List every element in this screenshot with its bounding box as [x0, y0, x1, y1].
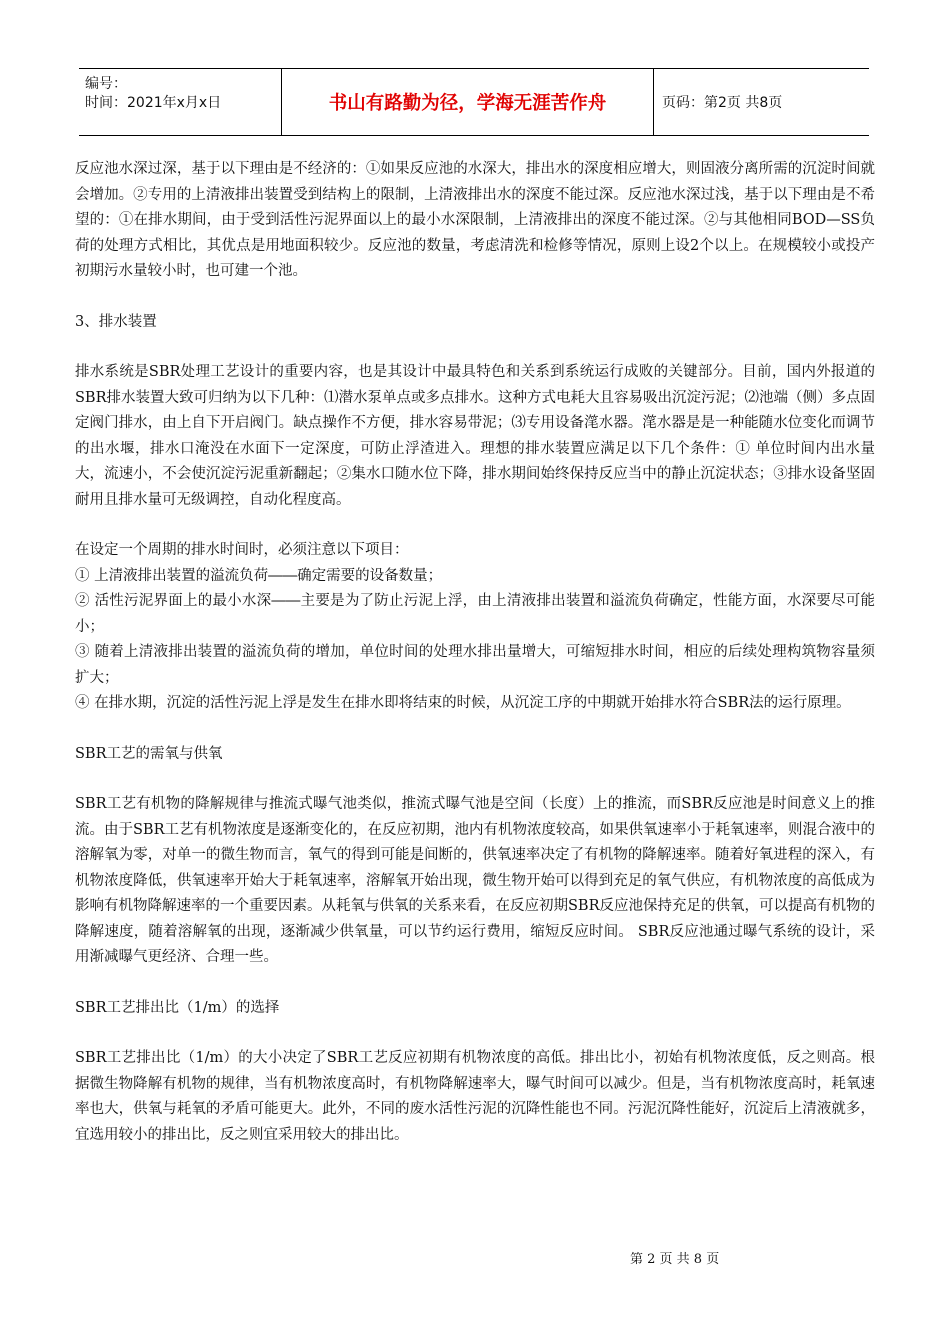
time-label: 时间：2021年x月x日 [85, 95, 222, 111]
paragraph-drainage-time-intro: 在设定一个周期的排水时间时，必须注意以下项目： [75, 542, 409, 558]
header-page-label: 页码：第2页 共8页 [662, 95, 783, 111]
paragraph-discharge-ratio: SBR工艺排出比（1/m）的大小决定了SBR工艺反应初期有机物浓度的高低。排出比小，初始有机物浓度低，反之则高。根据微生物降解有机物的规律，当有机物浓度高时，有机物降解速率大，曝气时间可以减少。但是，当有机物浓度高时，耗氧速率也大，供氧与耗氧的矛盾可能更大。此外，不同的废水活性污泥的沉降性能也不同。污泥沉降性能好，沉淀后上清液就多，宜选用较小的排出比，反之则宜采用较大的排出比。 [75, 1050, 875, 1143]
header-meta [79, 69, 282, 135]
paragraph-drainage-system: 排水系统是SBR处理工艺设计的重要内容，也是其设计中最具特色和关系到系统运行成败的关键部分。目前，国内外报道的SBR排水装置大致可归纳为以下几种：⑴潜水泵单点或多点排水。这种方式电耗大且容易吸出沉淀污泥；⑵池端（侧）多点固定阀门排水，由上自下开启阀门。缺点操作不方便，排水容易带泥；⑶专用设备滗水器。滗水器是是一种能随水位变化而调节的出水堰，排水口淹没在水面下一定深度，可防止浮渣进入。理想的排水装置应满足以下几个条件：① 单位时间内出水量大，流速小，不会使沉淀污泥重新翻起；②集水口随水位下降，排水期间始终保持反应当中的静止沉淀状态；③排水设备坚固耐用且排水量可无级调控，自动化程度高。 [75, 364, 876, 508]
section-heading-discharge-ratio: SBR工艺排出比（1/m）的选择 [75, 999, 280, 1016]
list-item-2: ② 活性污泥界面上的最小水深――主要是为了防止污泥上浮，由上清液排出装置和溢流负荷确定，性能方面，水深要尽可能小； [75, 593, 875, 635]
section-heading-drainage: 3、排水装置 [75, 313, 157, 330]
list-item-1: ① 上清液排出装置的溢流负荷――确定需要的设备数量； [75, 567, 443, 584]
document-body [75, 157, 875, 1148]
paragraph-pool-depth: 反应池水深过深，基于以下理由是不经济的：①如果反应池的水深大，排出水的深度相应增大，则固液分离所需的沉淀时间就会增加。②专用的上清液排出装置受到结构上的限制，上清液排出水的深度不能过深。反应池水深过浅，基于以下理由是不希望的：①在排水期间，由于受到活性污泥界面以上的最小水深限制，上清液排出的深度不能过深。②与其他相同BOD—SS负荷的处理方式相比，其优点是用地面积较少。反应池的数量，考虑清洗和检修等情况，原则上设2个以上。在规模较小或投产初期污水量较小时，也可建一个池。 [75, 161, 875, 279]
page-footer: 第 2 页 共 8 页 [630, 1252, 720, 1267]
list-item-3: ③ 随着上清液排出装置的溢流负荷的增加，单位时间的处理水排出量增大，可缩短排水时间，相应的后续处理构筑物容量须扩大； [75, 644, 875, 686]
section-heading-oxygen: SBR工艺的需氧与供氧 [75, 745, 223, 762]
paragraph-oxygen: SBR工艺有机物的降解规律与推流式曝气池类似，推流式曝气池是空间（长度）上的推流，而SBR反应池是时间意义上的推流。由于SBR工艺有机物浓度是逐渐变化的，在反应初期，池内有机物浓度较高，如果供氧速率小于耗氧速率，则混合液中的溶解氧为零，对单一的微生物而言，氧气的得到可能是间断的，供氧速率决定了有机物的降解速率。随着好氧进程的深入，有机物浓度降低，供氧速率开始大于耗氧速率，溶解氧开始出现，微生物开始可以得到充足的氧气供应，有机物浓度的高低成为影响有机物降解速率的一个重要因素。从耗氧与供氧的关系来看，在反应初期SBR反应池保持充足的供氧，可以提高有机物的降解速度，随着溶解氧的出现，逐渐减少供氧量，可以节约运行费用，缩短反应时间。 SBR反应池通过曝气系统的设计，采用渐减曝气更经济、合理一些。 [75, 796, 876, 965]
list-item-4: ④ 在排水期，沉淀的活性污泥上浮是发生在排水即将结束的时候，从沉淀工序的中期就开始排水符合SBR法的运行原理。 [75, 695, 851, 711]
number-label: 编号： [85, 76, 127, 92]
header-motto: 书山有路勤为径，学海无涯苦作舟 [282, 69, 654, 135]
header-table [79, 68, 869, 136]
